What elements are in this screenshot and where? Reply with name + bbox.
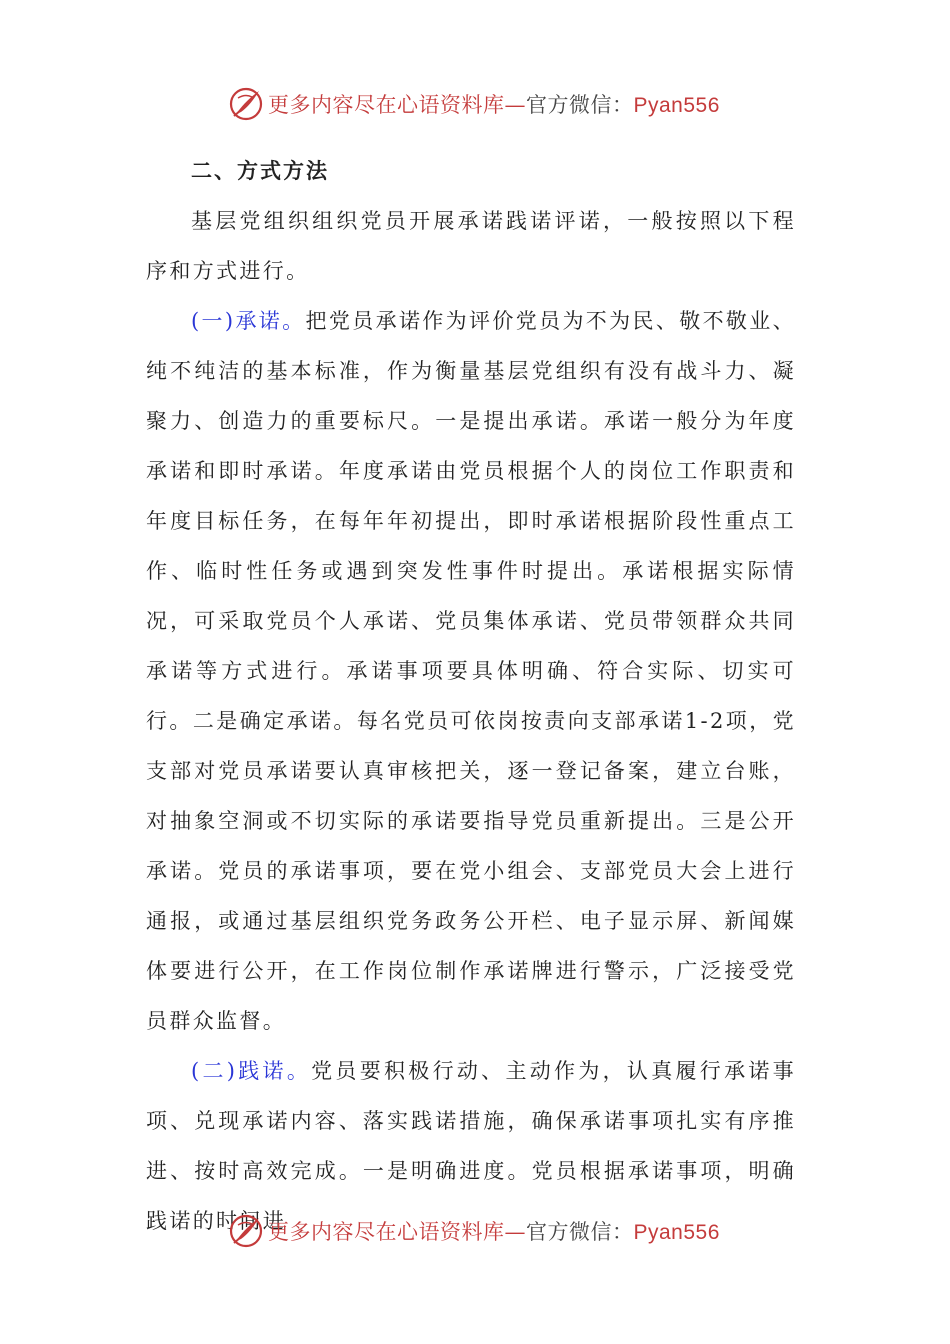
banner-separator: — bbox=[504, 1220, 526, 1244]
item-label-fulfill: (二)践诺。 bbox=[191, 1059, 312, 1083]
item-label-commit: (一)承诺。 bbox=[191, 309, 306, 333]
footer-banner bbox=[228, 1211, 748, 1251]
banner-wechat-id: Pyan556 bbox=[633, 1221, 720, 1244]
banner-text bbox=[268, 1216, 720, 1246]
banner-wechat-label: 官方微信： bbox=[526, 93, 634, 117]
header-banner bbox=[228, 84, 748, 124]
banner-separator: — bbox=[504, 93, 526, 117]
item-text-commit: 把党员承诺作为评价党员为不为民、敬不敬业、纯不纯洁的基本标准，作为衡量基层党组织有没有战斗力、凝聚力、创造力的重要标尺。一是提出承诺。承诺一般分为年度承诺和即时承诺。年度承诺由党员根据个人的岗位工作职责和年度目标任务，在每年年初提出，即时承诺根据阶段性重点工作、临时性任务或遇到突发性事件时提出。承诺根据实际情况，可采取党员个人承诺、党员集体承诺、党员带领群众共同承诺等方式进行。承诺事项要具体明确、符合实际、切实可行。二是确定承诺。每名党员可依岗按责向支部承诺1-2项，党支部对党员承诺要认真审核把关，逐一登记备案，建立台账，对抽象空洞或不切实际的承诺要指导党员重新提出。三是公开承诺。党员的承诺事项，要在党小组会、支部党员大会上进行通报，或通过基层组织党务政务公开栏、电子显示屏、新闻媒体要进行公开，在工作岗位制作承诺牌进行警示，广泛接受党员群众监督。 bbox=[146, 309, 796, 1033]
banner-text bbox=[268, 89, 720, 119]
document-body bbox=[146, 146, 796, 1246]
banner-wechat-id: Pyan556 bbox=[633, 94, 720, 117]
quill-pen-logo-icon bbox=[228, 1213, 264, 1249]
section-heading: 二、方式方法 bbox=[191, 158, 329, 183]
banner-wechat-label: 官方微信： bbox=[526, 1220, 634, 1244]
item-text-fulfill: 党员要积极行动、主动作为，认真履行承诺事项、兑现承诺内容、落实践诺措施，确保承诺事项扎实有序推进、按时高效完成。一是明确进度。党员根据承诺事项，明确践诺的时间进 bbox=[146, 1059, 796, 1233]
intro-paragraph: 基层党组织组织党员开展承诺践诺评诺，一般按照以下程序和方式进行。 bbox=[146, 209, 796, 283]
banner-site-name: 更多内容尽在心语资料库 bbox=[268, 1220, 505, 1244]
item-paragraph-commit bbox=[146, 296, 796, 1046]
quill-pen-logo-icon bbox=[228, 86, 264, 122]
banner-site-name: 更多内容尽在心语资料库 bbox=[268, 93, 505, 117]
